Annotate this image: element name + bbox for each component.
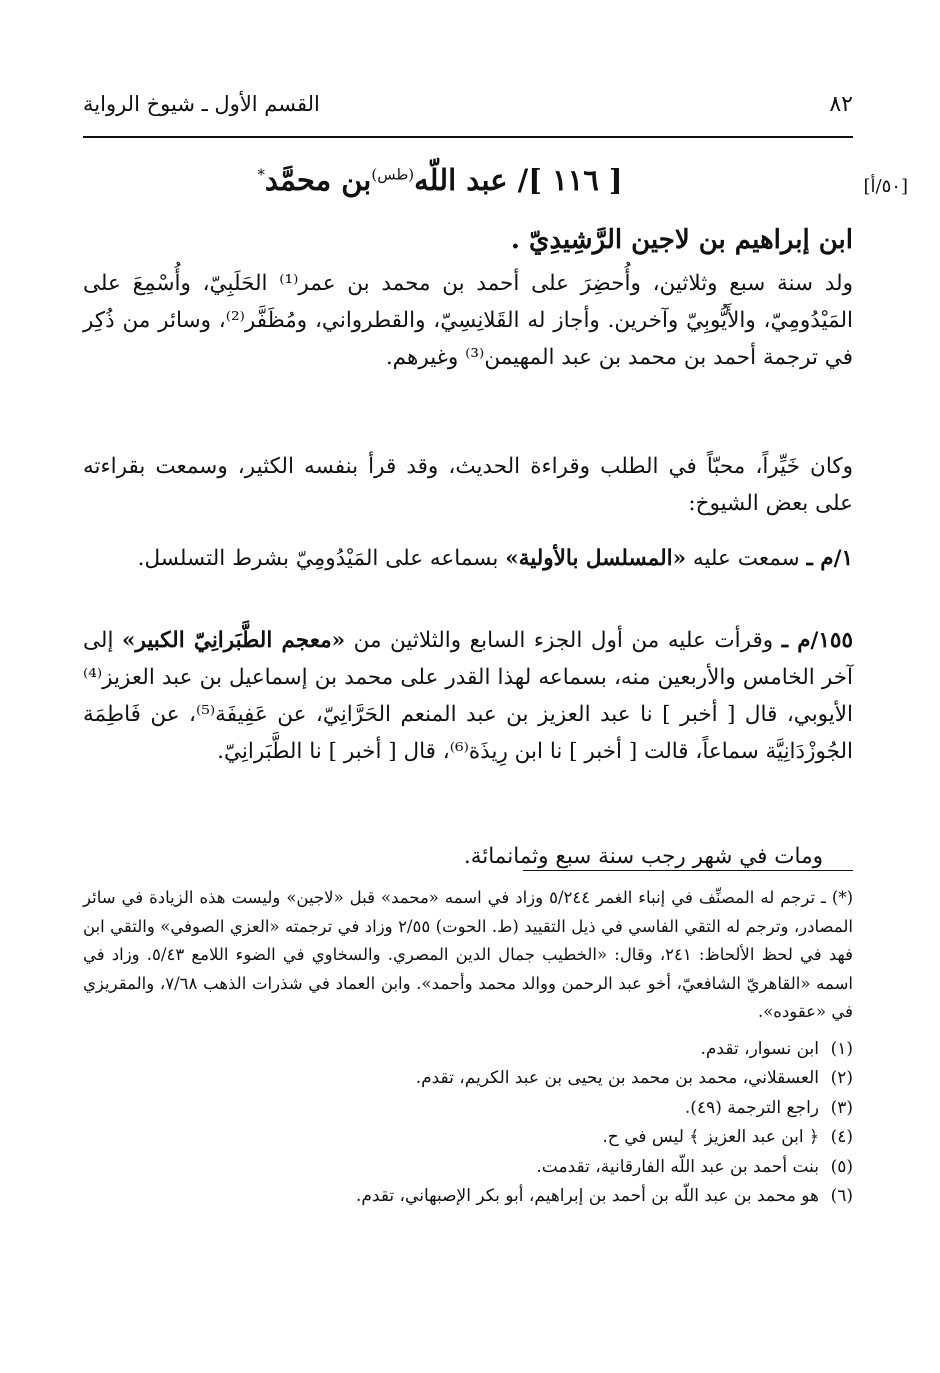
hadith-text: وقرأت عليه من أول الجزء السابع والثلاثين من xyxy=(345,628,774,653)
footnote-item xyxy=(83,1153,853,1183)
paragraph-death: ومات في شهر رجب سنة سبع وثمانمائة. xyxy=(463,844,823,869)
footnote-text: هو محمد بن عبد اللّه بن أحمد بن إبراهيم، أبو بكر الإصبهاني، تقدم. xyxy=(355,1186,819,1206)
hadith-number: ١/م ـ xyxy=(806,546,853,571)
footnote-item xyxy=(83,1035,853,1065)
hadith-text-cont: إلى آخر الخامس والأربعين منه، بسماعه لهذا القدر على محمد بن إسماعيل بن عبد العزيز⁽⁴⁾ الأيوبي، قال [ أخبر ] نا عبد العزيز بن عبد المنعم الحَرَّانِيّ، عن عَفِيفَة⁽⁵⁾، عن فَاطِمَة الجُوزْدَانِيَّة سماعاً، قالت [ أخبر ] نا ابن رِيذَة⁽⁶⁾، قال [ أخبر ] نا الطَّبَرانِيّ. xyxy=(83,628,854,764)
hadith-text-cont: بسماعه على المَيْدُومِيّ بشرط التسلسل. xyxy=(137,546,506,571)
paragraph-hadith-155 xyxy=(83,622,853,770)
entry-source-code: (طس) xyxy=(371,165,415,184)
footnote-number: (٣) xyxy=(830,1097,853,1118)
footnote-item xyxy=(83,1182,853,1212)
footnote-text: راجع الترجمة (٤٩). xyxy=(684,1097,819,1118)
footnotes xyxy=(83,884,853,1212)
paragraph-character: وكان خَيِّراً، محبّاً في الطلب وقراءة الحديث، وقد قرأ بنفسه الكثير، وسمعت بقراءته على بعض الشيوخ: xyxy=(83,454,853,516)
page-number: ٨٢ xyxy=(829,92,853,117)
footnote-number: (٦) xyxy=(830,1186,853,1206)
paragraph-hadith-1 xyxy=(83,540,853,577)
footnote-text: ﴿ ابن عبد العزيز ﴾ ليس في ح. xyxy=(602,1127,819,1147)
entry-name-start: عبد اللّه xyxy=(414,163,508,197)
footnote-rule xyxy=(523,870,853,871)
entry-subtitle: ابن إبراهيم بن لاجين الرَّشِيدِيّ . xyxy=(510,225,853,255)
hadith-number: ١٥٥/م ـ xyxy=(781,628,854,653)
footnote-number: (٢) xyxy=(830,1068,853,1088)
paragraph-birth: ولد سنة سبع وثلاثين، وأُحضِرَ على أحمد بن محمد بن عمر⁽¹⁾ الحَلَبِيّ، وأُسْمِعَ على المَيْدُومِيّ، والأَيُّوبِيّ وآخرين. وأجاز له القَلانِسِيّ، والقطرواني، ومُظَفَّر⁽²⁾، وسائر من ذُكِر في ترجمة أحمد بن محمد بن عبد المهيمن⁽³⁾ وغيرهم. xyxy=(83,271,854,370)
footnote-text: ابن نسوار، تقدم. xyxy=(700,1038,819,1059)
footnote-text: العسقلاني، محمد بن محمد بن يحيى بن عبد الكريم، تقدم. xyxy=(415,1068,819,1088)
footnote-item xyxy=(83,1123,853,1153)
entry-title xyxy=(180,163,700,197)
footnote-number: (١) xyxy=(830,1038,853,1059)
footnote-star: (*) ـ ترجم له المصنِّف في إنباء الغمر ٥/٢٤٤ وزاد في اسمه «محمد» قبل «لاجين» وليست هذه الزيادة في سائر المصادر، وترجم له التقي الفاسي في ذيل التقييد (ط. الحوت) ٢/٥٥ وزاد في ترجمته «العزي الصوفي» والتقي ابن فهد في لحظ الألحاظ: ٢٤١، وقال: «الخطيب جمال الدين المصري. والسخاوي في الضوء اللامع ٥/٤٣. وزاد في اسمه «القاهريّ الشافعيّ، أخو عبد الرحمن ووالد محمد وأحمد». وابن العماد في شذرات الذهب ٧/٦٨، والمقريزي في «عقوده». xyxy=(83,888,854,1021)
manuscript-folio-ref: [٥٠/أ] xyxy=(863,176,908,197)
header-rule xyxy=(83,136,853,138)
entry-number: [ ١١٦ ]/ xyxy=(517,163,623,197)
hadith-book-title: «معجم الطَّبَرانِيّ الكبير» xyxy=(122,628,346,653)
entry-name-end: بن محمَّد xyxy=(264,163,372,197)
footnote-item xyxy=(83,1064,853,1094)
footnote-text: بنت أحمد بن عبد اللّه الفارقانية، تقدمت. xyxy=(536,1156,819,1177)
page-header xyxy=(83,92,853,126)
hadith-book-title: «المسلسل بالأولية» xyxy=(505,546,687,571)
footnote-number: (٤) xyxy=(830,1127,853,1147)
footnote-number: (٥) xyxy=(830,1156,853,1177)
hadith-text: سمعت عليه xyxy=(686,546,800,571)
entry-footnote-star: * xyxy=(257,165,265,184)
footnote-item xyxy=(83,1094,853,1124)
footnote-list xyxy=(83,1035,853,1212)
running-head: القسم الأول ـ شيوخ الرواية xyxy=(83,92,320,116)
